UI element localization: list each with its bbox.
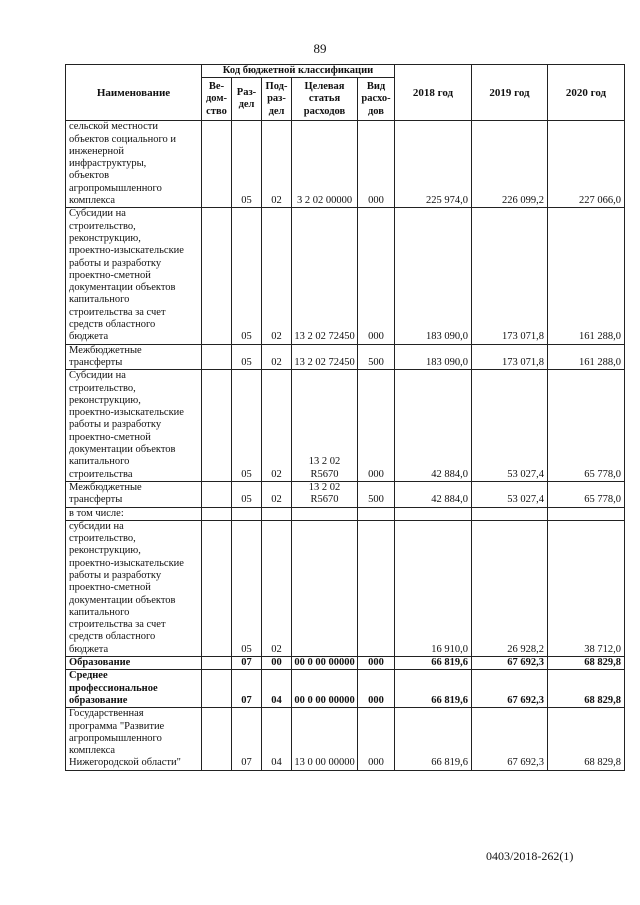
- row-vedomstvo: [202, 344, 232, 370]
- row-vedomstvo: [202, 657, 232, 670]
- row-2020: 68 829,8: [548, 657, 625, 670]
- row-2018: 183 090,0: [395, 208, 472, 344]
- table-row: [66, 708, 625, 770]
- row-razdel: 07: [232, 670, 262, 708]
- row-razdel: [232, 507, 262, 520]
- row-vid: 000: [358, 657, 395, 670]
- table-row: [66, 481, 625, 507]
- table-row: [66, 507, 625, 520]
- row-podrazdel: 02: [262, 520, 292, 656]
- row-2020: 161 288,0: [548, 344, 625, 370]
- page-number: 89: [313, 41, 327, 56]
- row-razdel: 05: [232, 121, 262, 208]
- row-2018: 66 819,6: [395, 708, 472, 770]
- row-razdel: 05: [232, 370, 262, 482]
- table-body: [66, 121, 625, 770]
- row-name: Субсидии на строительство, реконструкцию, проектно-изыскательские работы и разработку проектно-сметной документации объектов капитального строительства: [66, 370, 202, 482]
- header-2020: 2020 год: [548, 65, 625, 121]
- row-2019: 53 027,4: [472, 481, 548, 507]
- row-podrazdel: 02: [262, 481, 292, 507]
- row-celevaya: 00 0 00 00000: [292, 657, 358, 670]
- row-podrazdel: 00: [262, 657, 292, 670]
- row-name: Среднее профессиональное образование: [66, 670, 202, 708]
- row-razdel: 05: [232, 208, 262, 344]
- row-podrazdel: 02: [262, 344, 292, 370]
- header-celevaya: Целевая статья расходов: [292, 78, 358, 121]
- header-razdel: Раз- дел: [232, 78, 262, 121]
- header-2019: 2019 год: [472, 65, 548, 121]
- row-vid: [358, 507, 395, 520]
- header-podrazdel: Под- раз- дел: [262, 78, 292, 121]
- row-razdel: 05: [232, 481, 262, 507]
- row-vedomstvo: [202, 121, 232, 208]
- row-2018: 66 819,6: [395, 657, 472, 670]
- row-podrazdel: [262, 507, 292, 520]
- row-celevaya: 13 2 02 72450: [292, 208, 358, 344]
- table-row: [66, 520, 625, 656]
- row-name: субсидии на строительство, реконструкцию, проектно-изыскательские работы и разработку проектно-сметной документации объектов капитального строительства за счет средств областного бюджета: [66, 520, 202, 656]
- table-row: [66, 208, 625, 344]
- row-2018: 225 974,0: [395, 121, 472, 208]
- row-celevaya: 13 2 02 72450: [292, 344, 358, 370]
- row-2018: 42 884,0: [395, 370, 472, 482]
- row-2019: 226 099,2: [472, 121, 548, 208]
- row-2019: 67 692,3: [472, 708, 548, 770]
- row-2020: 227 066,0: [548, 121, 625, 208]
- row-vedomstvo: [202, 507, 232, 520]
- header-vedomstvo: Ве- дом- ство: [202, 78, 232, 121]
- row-2019: [472, 507, 548, 520]
- row-podrazdel: 02: [262, 208, 292, 344]
- row-name: сельской местности объектов социального и инженерной инфраструктуры, объектов агропромышленного комплекса: [66, 121, 202, 208]
- table-row: [66, 670, 625, 708]
- row-2018: 42 884,0: [395, 481, 472, 507]
- row-2020: 65 778,0: [548, 481, 625, 507]
- row-vedomstvo: [202, 670, 232, 708]
- row-2018: 183 090,0: [395, 344, 472, 370]
- row-2020: [548, 507, 625, 520]
- row-razdel: 05: [232, 520, 262, 656]
- header-2018: 2018 год: [395, 65, 472, 121]
- row-2020: 65 778,0: [548, 370, 625, 482]
- row-vedomstvo: [202, 708, 232, 770]
- table-row: [66, 657, 625, 670]
- row-2018: 16 910,0: [395, 520, 472, 656]
- row-celevaya: 00 0 00 00000: [292, 670, 358, 708]
- row-name: Межбюджетные трансферты: [66, 344, 202, 370]
- row-celevaya: 13 2 02 R5670: [292, 481, 358, 507]
- row-2020: 68 829,8: [548, 670, 625, 708]
- table-row: [66, 344, 625, 370]
- row-2018: 66 819,6: [395, 670, 472, 708]
- row-2019: 173 071,8: [472, 208, 548, 344]
- table-row: [66, 121, 625, 208]
- row-vid: 500: [358, 344, 395, 370]
- row-podrazdel: 04: [262, 670, 292, 708]
- row-podrazdel: 02: [262, 370, 292, 482]
- document-code: 0403/2018-262(1): [486, 849, 574, 863]
- row-celevaya: 3 2 02 00000: [292, 121, 358, 208]
- row-2018: [395, 507, 472, 520]
- row-2020: 68 829,8: [548, 708, 625, 770]
- row-razdel: 05: [232, 344, 262, 370]
- row-2020: 38 712,0: [548, 520, 625, 656]
- header-name: Наименование: [66, 65, 202, 121]
- row-vid: [358, 520, 395, 656]
- row-vid: 000: [358, 708, 395, 770]
- budget-table: [65, 64, 625, 771]
- row-vid: 000: [358, 208, 395, 344]
- table-row: [66, 370, 625, 482]
- header-vid: Вид расхо- дов: [358, 78, 395, 121]
- row-vedomstvo: [202, 370, 232, 482]
- row-podrazdel: 04: [262, 708, 292, 770]
- row-vedomstvo: [202, 481, 232, 507]
- row-2019: 173 071,8: [472, 344, 548, 370]
- row-name: Государственная программа "Развитие агропромышленного комплекса Нижегородской области": [66, 708, 202, 770]
- header-budget-code: Код бюджетной классификации: [202, 65, 395, 78]
- row-2019: 26 928,2: [472, 520, 548, 656]
- row-vedomstvo: [202, 520, 232, 656]
- row-vedomstvo: [202, 208, 232, 344]
- row-celevaya: 13 0 00 00000: [292, 708, 358, 770]
- row-celevaya: [292, 507, 358, 520]
- row-vid: 000: [358, 370, 395, 482]
- row-celevaya: [292, 520, 358, 656]
- row-name: Межбюджетные трансферты: [66, 481, 202, 507]
- row-2020: 161 288,0: [548, 208, 625, 344]
- row-name: Образование: [66, 657, 202, 670]
- row-name: Субсидии на строительство, реконструкцию, проектно-изыскательские работы и разработку проектно-сметной документации объектов капитального строительства за счет средств областного бюджета: [66, 208, 202, 344]
- row-2019: 67 692,3: [472, 657, 548, 670]
- row-razdel: 07: [232, 708, 262, 770]
- row-vid: 000: [358, 121, 395, 208]
- row-vid: 000: [358, 670, 395, 708]
- row-2019: 53 027,4: [472, 370, 548, 482]
- row-podrazdel: 02: [262, 121, 292, 208]
- row-2019: 67 692,3: [472, 670, 548, 708]
- row-celevaya: 13 2 02 R5670: [292, 370, 358, 482]
- row-vid: 500: [358, 481, 395, 507]
- row-name: в том числе:: [66, 507, 202, 520]
- row-razdel: 07: [232, 657, 262, 670]
